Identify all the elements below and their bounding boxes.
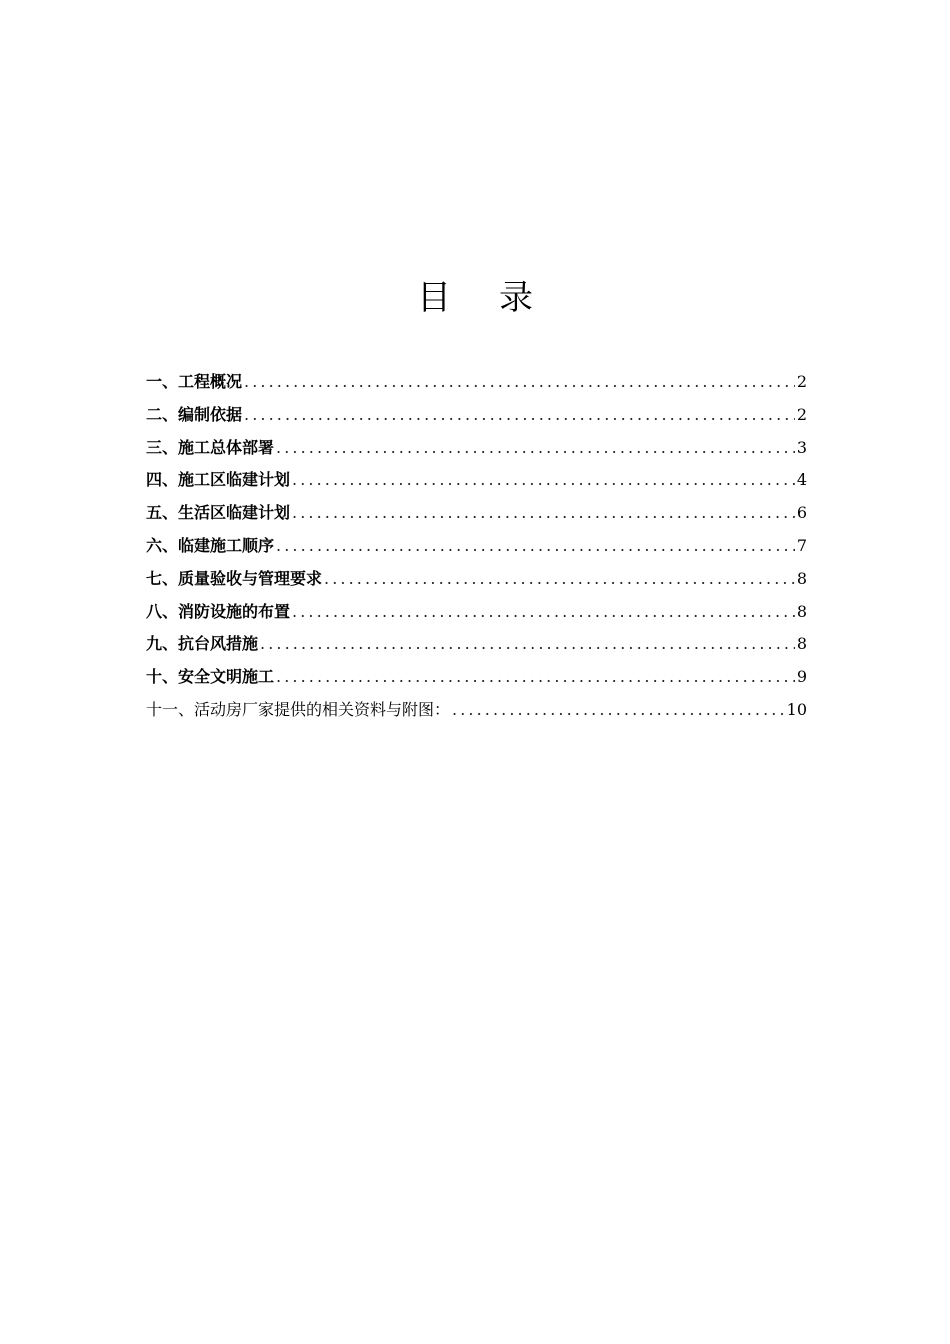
toc-dot-leader xyxy=(244,399,795,432)
toc-page-number: 2 xyxy=(796,372,807,391)
toc-entry-label: 一、工程概况 xyxy=(146,372,243,391)
toc-page-number: 8 xyxy=(796,601,807,621)
toc-entry-label: 七、质量验收与管理要求 xyxy=(146,568,323,588)
toc-dot-leader xyxy=(292,596,795,629)
toc-dot-leader xyxy=(452,694,785,727)
toc-dot-leader xyxy=(276,661,795,694)
toc-entry-label: 三、施工总体部署 xyxy=(146,437,275,457)
toc-entry-label: 六、临建施工顺序 xyxy=(146,535,275,555)
toc-dot-leader xyxy=(324,563,795,596)
toc-page-number: 2 xyxy=(796,404,807,424)
toc-entry-label: 九、抗台风措施 xyxy=(146,634,259,654)
table-of-contents xyxy=(146,366,807,727)
toc-entry[interactable] xyxy=(146,366,807,399)
title-char-1: 目 xyxy=(417,278,451,318)
toc-page-number: 9 xyxy=(796,667,807,687)
toc-dot-leader xyxy=(292,464,795,497)
toc-dot-leader xyxy=(276,432,795,465)
toc-entry[interactable] xyxy=(146,563,807,596)
toc-dot-leader xyxy=(244,366,795,399)
toc-entry[interactable] xyxy=(146,694,807,727)
toc-entry[interactable] xyxy=(146,497,807,530)
toc-page-number: 6 xyxy=(796,503,807,523)
toc-entry[interactable] xyxy=(146,628,807,661)
title-char-2: 录 xyxy=(499,278,533,318)
toc-page-number: 7 xyxy=(796,535,807,555)
toc-dot-leader xyxy=(292,497,795,530)
page-title xyxy=(0,276,950,320)
toc-dot-leader xyxy=(260,628,795,661)
toc-entry-label: 二、编制依据 xyxy=(146,404,243,424)
toc-entry[interactable] xyxy=(146,530,807,563)
toc-page-number: 3 xyxy=(796,437,807,457)
toc-page-number: 8 xyxy=(796,634,807,654)
toc-entry-label: 八、消防设施的布置 xyxy=(146,601,291,621)
toc-entry[interactable] xyxy=(146,399,807,432)
toc-dot-leader xyxy=(276,530,795,563)
toc-entry-label: 十一、活动房厂家提供的相关资料与附图： xyxy=(146,699,451,719)
toc-page-number: 4 xyxy=(796,470,807,490)
toc-entry-label: 四、施工区临建计划 xyxy=(146,470,291,490)
toc-entry-label: 十、安全文明施工 xyxy=(146,667,275,687)
toc-entry[interactable] xyxy=(146,596,807,629)
toc-entry[interactable] xyxy=(146,464,807,497)
toc-entry[interactable] xyxy=(146,661,807,694)
toc-page-number: 10 xyxy=(786,699,807,719)
toc-entry-label: 五、生活区临建计划 xyxy=(146,503,291,523)
toc-page-number: 8 xyxy=(796,568,807,588)
toc-entry[interactable] xyxy=(146,432,807,465)
